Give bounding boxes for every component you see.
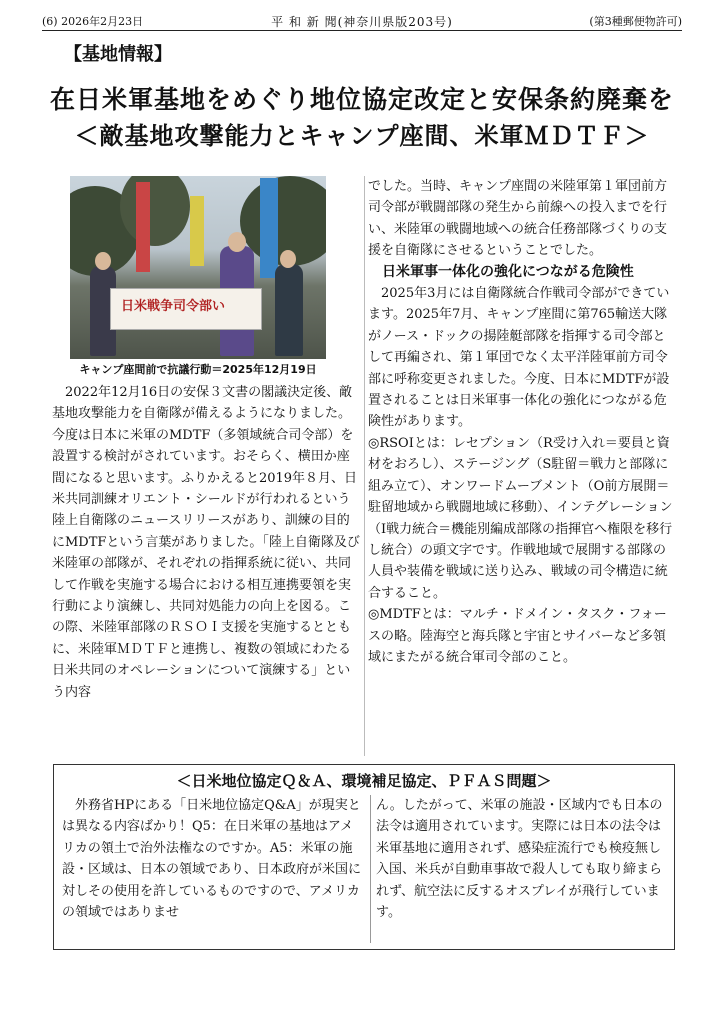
box-title: ＜日米地位協定Ｑ＆Ａ、環境補足協定、ＰＦＡＳ問題＞ <box>176 772 552 790</box>
issue-date: (6) 2026年2月23日 <box>42 15 144 28</box>
article-paragraph: でした。当時、キャンプ座間の米陸軍第１軍団前方司令部が戦闘部隊の発生から前線への投入までを行い、米陸軍の戦闘地域への統合任務部隊づくりの支援を自衛隊にさせるということでした。 <box>368 179 668 259</box>
newspaper-name: 平 和 新 聞(神奈川県版203号) <box>271 15 453 29</box>
box-right-text: ん。したがって、米軍の施設・区域内でも日本の法令は適用されています。実際には日本の法令は米軍基地に適用されず、感染症流行でも検疫無し入国、米兵が自動車事故で殺人しても取り締まられず、航空法に反するオスプレイが飛行しています。 <box>376 798 663 921</box>
article-paragraph: 2022年12月16日の安保３文書の閣議決定後、敵基地攻撃能力を自衛隊が備えるようになりました。今度は日本に米軍のMDTF（多領域統合司令部）を設置する検討がされています。おそらく、横田か座間になると思います。ふりかえると2019年８月、日米共同訓練オリエント・シールドが行われるという陸上自衛隊のニュースリリースがあり、訓練の目的にMDTFという言葉がありました。「陸上自衛隊及び米陸軍の部隊が、それぞれの指揮系統に従い、共同して作戦を実施する場合における相互連携要領を実行動により演練し、共同対処能力の向上を図る。この際、米陸軍部隊のＲＳＯＩ支援を実施するとともに、米陸軍ＭＤＴＦと連携し、複数の領域にわたる日米共同のオペレーションについて演練する」という内容 <box>52 385 360 700</box>
headline-sub: ＜敵基地攻撃能力とキャンプ座間、米軍ＭＤＴＦ＞ <box>74 122 650 150</box>
protest-banner <box>110 288 262 330</box>
section-label: 【基地情報】 <box>64 44 172 65</box>
mdtf-definition: ◎MDTFとは：マルチ・ドメイン・タスク・フォースの略。陸海空と海兵隊と宇宙とサイバーなど多領域にまたがる統合軍司令部のこと。 <box>368 607 667 665</box>
banner-text: 日米戦争司令部い <box>121 299 226 314</box>
subheading: 日米軍事一体化の強化につながる危険性 <box>382 263 634 280</box>
column-divider <box>364 176 365 756</box>
sofa-qa-box <box>53 764 675 950</box>
page-header <box>42 8 682 31</box>
photo-caption: キャンプ座間前で抗議行動＝2025年12月19日 <box>79 363 317 376</box>
box-divider <box>370 795 371 943</box>
article-paragraph: 2025年3月には自衛隊統合作戦司令部ができています。2025年7月、キャンプ座間に第765輸送大隊がノース・ドックの揚陸艇部隊を指揮する司令部として再編され、第１軍団でなく太平洋陸軍前方司令部に呼称変更されました。今度、日本にMDTFが設置されることは日米軍事一体化の強化につながる危険性があります。 <box>368 286 670 430</box>
box-left-text: 外務省HPにある「日米地位協定Q&A」が現実とは異なる内容ばかり！Q5：在日米軍の基地はアメリカの領土で治外法権なのですか。A5：米軍の施設・区域は、日本の領域であり、日本政府が米国に対しその使用を許しているものですので、アメリカの領域ではありませ <box>62 798 362 921</box>
rsoi-definition: ◎RSOIとは：レセプション（R受け入れ＝要員と資材をおろし）、ステージング（S駐留＝戦力と部隊に組み立て）、オンワードムーブメント（O前方展開＝駐留地域から戦闘地域に移動）、インテグレーション（I戦力統合＝機能別編成部隊の指揮官へ権限を移行し統合）の頭文字です。作戦地域で展開する部隊の人員や装備を戦域に送り込み、戦域の司令構造に統合すること。 <box>368 435 673 601</box>
protest-photo <box>70 176 326 359</box>
article-left-column <box>52 382 362 703</box>
article-right-column <box>368 176 678 668</box>
postal-permit: (第3種郵便物許可) <box>589 15 682 28</box>
headline-main: 在日米軍基地をめぐり地位協定改定と安保条約廃棄を <box>49 85 674 114</box>
